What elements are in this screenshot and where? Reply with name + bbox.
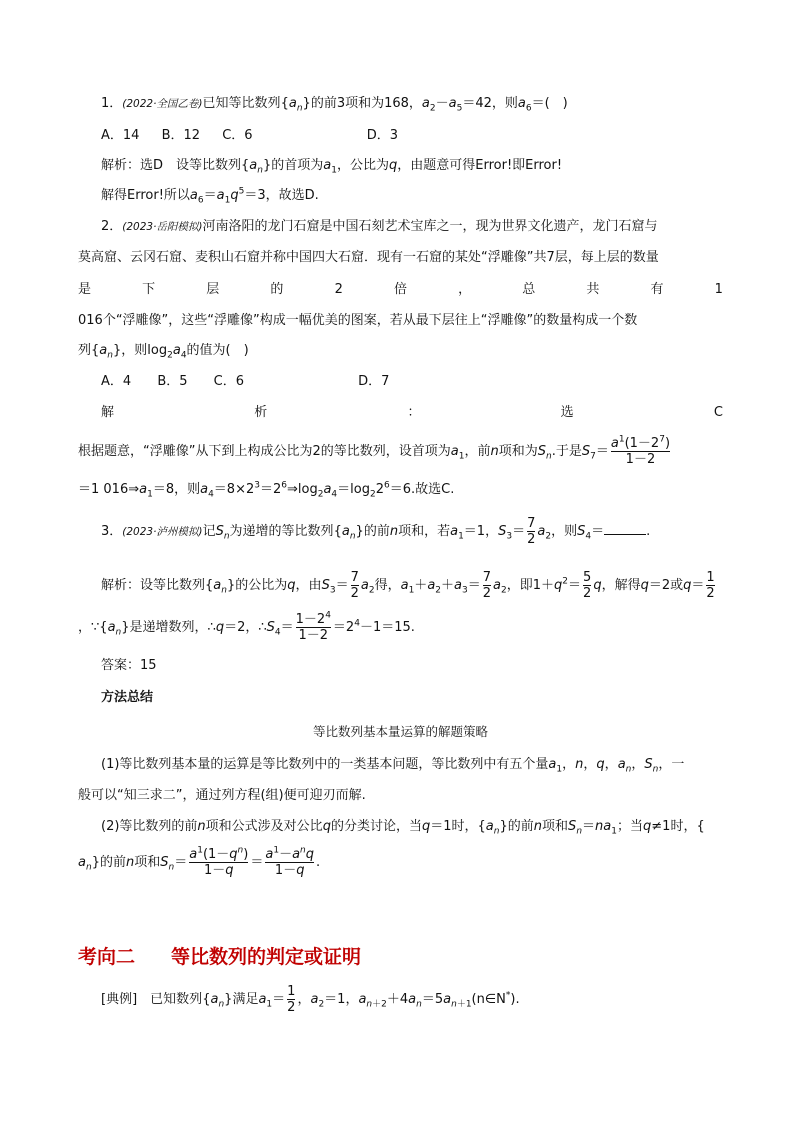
q2-stem-2: 莫高窟、云冈石窟、麦积山石窟并称中国四大石窟．现有一石窟的某处“浮雕像”共7层，每上层的数量 [78,250,659,265]
q2-option-a: A．4 [101,374,132,389]
q2-option-d: D．7 [358,374,390,389]
q2-solution-2: 根据题意，“浮雕像”从下到上构成公比为2的等比数列，设首项为$a_1$，前n项和为$S_n$.于是$S_7=$ $\frac{a^1(1-2^7)}{1-2}$ [78,434,671,467]
section-heading [78,942,361,969]
q1-option-c: C．6 [222,128,253,143]
q1-solution-1: 解析：选D 设等比数列$\{a_n\}$的首项为$a_1$，公比为q，由题意可得Error!即Error! [101,158,563,176]
q3-answer: 答案：15 [101,658,157,673]
q3-answer-blank [604,522,646,535]
q1-solution-2: 解得Error!所以$a_6=a_1q^5=3$，故选D. [101,186,319,206]
method-paragraph-3: (2)等比数列的前n项和公式涉及对公比q的分类讨论，当q＝1时，$\{a_n\}$的前n项和$S_n=na_1$；当q≠1时，{ [101,819,705,837]
method-paragraph-2: 般可以“知三求二”，通过列方程(组)便可迎刃而解. [78,788,366,803]
method-paragraph-4: $a_n$}的前n项和$S_n=$ $\frac{a^1(1-q^n)}{1-q}$ ＝ $\frac{a^1-a^nq}{1-q}$ . [78,845,321,878]
method-title: 等比数列基本量运算的解题策略 [312,724,488,739]
q2-stem-4: 016个“浮雕像”，这些“浮雕像”构成一幅优美的图案，若从最下层往上“浮雕像”的数量构成一个数 [78,313,638,328]
section-label: 考向二 [78,946,136,968]
q3-solution-1: 解析：设等比数列$\{a_n\}$的公比为q，由$S_3=$ $\frac{7}{2}$ $a_2$得，$a_1+a_2+a_3=$ $\frac{7}{2}$ $a_2$，即$1+q^2=$ $\frac{5}{2}$ q，解得q＝2或q＝ $\frac{1}{2}$ [101,570,715,601]
q1-options [101,126,723,146]
q3-solution-2: ，$\because\{a_n\}$是递增数列，∴q＝2，$\therefore S_4=$ $\frac{1-2^4}{1-2}$ $=2^4-1=15$. [78,610,415,643]
q1-option-a: A．14 [101,128,140,143]
q2-stem-3: 是 下 层 的 2 倍 ， 总 共 有 1 [78,282,723,297]
q2-solution-1: 解 析 ： 选 C [101,405,723,420]
method-sum-fraction-2: $\frac{a^1-a^nq}{1-q}$ [265,845,315,878]
example-stem: [典例] 已知数列$\{a_n\}$满足$a_1=$ $\frac{1}{2}$ ，$a_2=1$，$a_{n+2}+4a_n=5a_{n+1}(n\in N^*)$. [101,984,520,1015]
q2-options [101,372,723,392]
q1-option-b: B．12 [161,128,201,143]
q2-solution-3: ＝1 $016\Rightarrow a_1=8$，则$a_4=8\times 2^3=2^6\Rightarrow\log_2a_4=\log_22^6=6$.故选C. [78,480,455,500]
q3-fraction-7-2: $\frac{7}{2}$ [527,516,536,547]
method-heading: 方法总结 [101,690,154,705]
q2-option-b: B．5 [157,374,188,389]
method-paragraph-1: (1)等比数列基本量的运算是等比数列中的一类基本问题，等比数列中有五个量$a_1$，n，q，$a_n$，$S_n$，一 [101,757,685,775]
q2-option-c: C．6 [213,374,245,389]
q2-stem-1: 2．(2023·岳阳模拟)河南洛阳的龙门石窟是中国石刻艺术宝库之一，现为世界文化遗产，龙门石窟与 [101,219,658,234]
q2-fraction: $\frac{a^1(1-2^7)}{1-2}$ [610,434,671,467]
section-title: 等比数列的判定或证明 [171,946,362,968]
q3-sum-fraction: $\frac{1-2^4}{1-2}$ [295,610,331,643]
method-sum-fraction-1: $\frac{a^1(1-q^n)}{1-q}$ [189,845,249,878]
q1-option-d: D．3 [366,128,398,143]
q3-stem: 3．(2023·泸州模拟)记$S_n$为递增的等比数列$\{a_n\}$的前n项和，若$a_1=1$，$S_3=$ $\frac{7}{2}$ $a_2$，则$S_4=$ . [101,516,651,547]
q2-stem-5: 列$\{a_n\}$，则$\log_2a_4$的值为( ) [78,343,249,361]
q1-stem: 1．(2022·全国乙卷)已知等比数列$\{a_n\}$的前3项和为168，$a_2-a_5=42$，则$a_6=$( ) [101,96,568,114]
